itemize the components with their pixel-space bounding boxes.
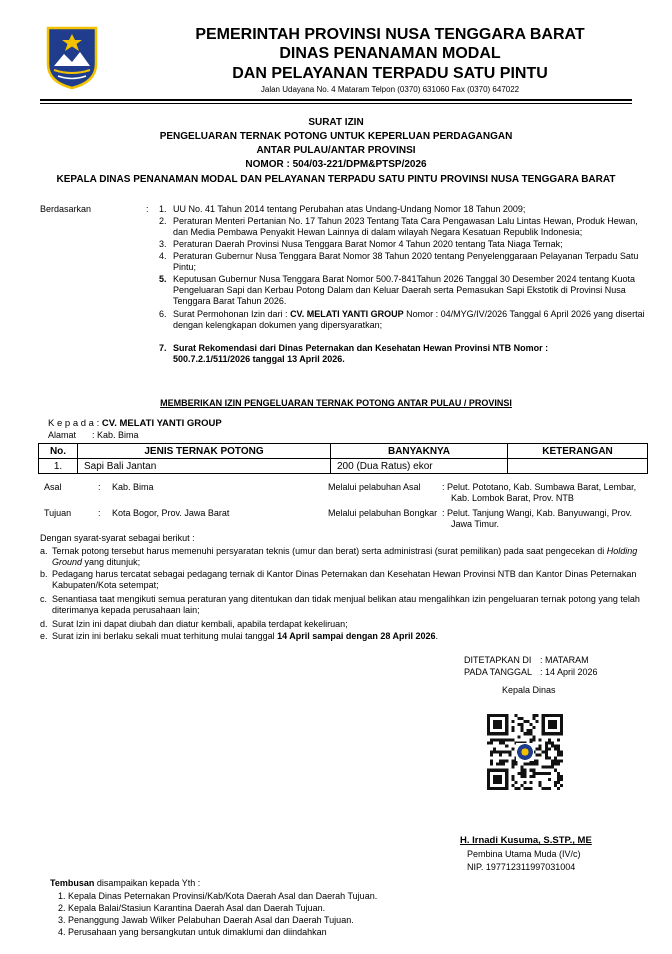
list-item-line: Ternak potong tersebut harus memenuhi persyaratan teknis (umur dan berat) serta administrasi (surat pemilikan) pada saat pengecekan di Holding — [52, 546, 638, 556]
signer-rank: Pembina Utama Muda (IV/c) — [467, 849, 581, 859]
header-address: Jalan Udayana No. 4 Mataram Telpon (0370) 631060 Fax (0370) 647022 — [260, 85, 520, 94]
asal-label: Asal — [44, 482, 62, 492]
col-banyaknya: BANYAKNYA — [331, 444, 508, 459]
tujuan-via-line2: Jawa Timur. — [451, 519, 500, 529]
tujuan-value: Kota Bogor, Prov. Jawa Barat — [112, 508, 230, 518]
asal-via-label: Melalui pelabuhan Asal — [328, 482, 421, 492]
list-item-number: 3. — [159, 239, 167, 249]
list-item-line: dan Media Pembawa Penyakit Hewan Lainnya di dalam wilayah Negara Kesatuan Republik Indonesia; — [173, 227, 583, 238]
col-no: No. — [39, 444, 78, 459]
livestock-table — [38, 443, 648, 474]
title-kepala-dinas: KEPALA DINAS PENANAMAN MODAL DAN PELAYANAN TERPADU SATU PINTU PROVINSI NUSA TENGGARA BARAT — [56, 174, 616, 185]
table-row — [39, 459, 648, 474]
tembusan-title: Tembusan — [50, 878, 95, 888]
list-item-number: d. — [40, 619, 48, 629]
list-item-line: Peraturan Daerah Provinsi Nusa Tenggara Barat Nomor 4 Tahun 2020 tentang Tata Niaga Ternak; — [173, 239, 563, 249]
ditetapkan-value: : MATARAM — [540, 655, 589, 665]
tujuan-label: Tujuan — [44, 508, 72, 518]
list-item-line: Peraturan Gubernur Nusa Tenggara Barat Nomor 38 Tahun 2020 tentang Penyelenggaraan Pelayanan Terpadu Satu — [173, 251, 639, 261]
list-item-line: Pedagang harus tercatat sebagai pedagang ternak di Kantor Dinas Peternakan dan Kesehatan Hewan Provinsi NTB dan Kantor Dinas Peternakan — [52, 569, 637, 579]
list-item-line: Kabupaten/Kota setempat; — [52, 580, 159, 591]
alamat-label: Alamat — [48, 430, 77, 440]
list-item-line: Pintu; — [173, 262, 197, 273]
title-line2: PENGELUARAN TERNAK POTONG UNTUK KEPERLUAN PERDAGANGAN — [159, 131, 513, 142]
table-header-row — [39, 444, 648, 459]
list-item-line: UU No. 41 Tahun 2014 tentang Perubahan atas Undang-Undang Nomor 18 Tahun 2009; — [173, 204, 526, 214]
list-item-line: Tenggara Barat Tahun 2026. — [173, 296, 287, 307]
list-item-line: Keputusan Gubernur Nusa Tenggara Barat Nomor 500.7-841Tahun 2026 Tanggal 30 Desember 2024 tentang Kuota — [173, 274, 635, 284]
tembusan-item: 1. Kepala Dinas Peternakan Provinsi/Kab/Kota Daerah Asal dan Daerah Tujuan. — [58, 891, 378, 901]
list-item-line: Surat Permohonan Izin dari : CV. MELATI YANTI GROUP Nomor : 04/MYG/IV/2026 Tanggal 6 April 2026 yang disertai — [173, 309, 645, 319]
tujuan-colon: : — [98, 508, 101, 518]
list-item-line: diterimanya kepada perusahaan lain; — [52, 605, 200, 616]
list-item-line: Surat Rekomendasi dari Dinas Peternakan dan Kesehatan Hewan Provinsi NTB Nomor : — [173, 343, 549, 353]
list-item-number: 2. — [159, 216, 167, 226]
header-rule-thin — [40, 103, 632, 104]
cell-jenis: Sapi Bali Jantan — [78, 459, 331, 474]
berdasarkan-label: Berdasarkan — [40, 204, 92, 214]
list-item-line: Pengeluaran Sapi dan Kerbau Potong Dalam dan Keluar Daerah serta Pemasukan Sapi Ekstotik di Provinsi Nusa — [173, 285, 626, 296]
title-nomor: NOMOR : 504/03-221/DPM&PTSP/2026 — [245, 159, 427, 170]
col-keterangan: KETERANGAN — [508, 444, 648, 459]
asal-colon: : — [98, 482, 101, 492]
cell-keterangan — [508, 459, 648, 474]
header-line2: DINAS PENANAMAN MODAL — [279, 45, 501, 62]
header-rule-thick — [40, 99, 632, 101]
kepada-label: K e p a d a : — [48, 418, 100, 429]
tembusan-title-rest: disampaikan kepada Yth : — [94, 878, 201, 888]
tujuan-via-line1: : Pelut. Tanjung Wangi, Kab. Banyuwangi, Prov. — [442, 508, 632, 518]
tembusan-item: 4. Perusahaan yang bersangkutan untuk dimaklumi dan diindahkan — [58, 927, 327, 937]
signer-nip: NIP. 197712311997031004 — [467, 862, 576, 872]
list-item-number: c. — [40, 594, 48, 604]
tujuan-via-label: Melalui pelabuhan Bongkar — [328, 508, 438, 518]
memberikan-heading: MEMBERIKAN IZIN PENGELUARAN TERNAK POTONG ANTAR PULAU / PROVINSI — [160, 398, 512, 408]
list-item-line: Surat izin ini berlaku sekali muat terhitung mulai tanggal 14 April sampai dengan 28 April 2026. — [52, 631, 439, 641]
asal-via-line1: : Pelut. Pototano, Kab. Sumbawa Barat, Lembar, — [442, 482, 637, 492]
cell-no: 1. — [39, 459, 78, 474]
list-item-number: 1. — [159, 204, 167, 214]
alamat-value: : Kab. Bima — [92, 430, 139, 440]
list-item-line: Surat Izin ini dapat diubah dan diatur kembali, apabila terdapat kekeliruan; — [52, 619, 348, 629]
kepala-dinas-label: Kepala Dinas — [502, 685, 556, 695]
provincial-logo — [44, 24, 100, 90]
tembusan-heading — [50, 878, 200, 889]
list-item-number: e. — [40, 631, 48, 641]
title-line3: ANTAR PULAU/ANTAR PROVINSI — [256, 145, 416, 156]
kepada-row — [48, 418, 222, 429]
list-item-line: 500.7.2.1/511/2026 tanggal 13 April 2026. — [173, 354, 345, 365]
list-item-line: Peraturan Menteri Pertanian No. 17 Tahun 2023 Tentang Tata Cara Pengawasan Lalu Lintas Hewan, Produk Hewan, — [173, 216, 638, 226]
tembusan-item: 3. Penanggung Jawab Wilker Pelabuhan Daerah Asal dan Daerah Tujuan. — [58, 915, 354, 925]
asal-value: Kab. Bima — [112, 482, 154, 492]
list-item-number: 5. — [159, 274, 167, 284]
tembusan-item: 2. Kepala Balai/Stasiun Karantina Daerah Asal dan Daerah Tujuan. — [58, 903, 326, 913]
header-line3: DAN PELAYANAN TERPADU SATU PINTU — [232, 65, 548, 82]
berdasarkan-colon: : — [146, 204, 149, 214]
kepada-value: CV. MELATI YANTI GROUP — [101, 418, 222, 429]
cell-banyaknya: 200 (Dua Ratus) ekor — [331, 459, 508, 474]
col-jenis: JENIS TERNAK POTONG — [78, 444, 331, 459]
list-item-line: Ground yang ditunjuk; — [52, 557, 141, 568]
qr-code — [487, 714, 563, 790]
list-item-number: 6. — [159, 309, 167, 319]
list-item-number: a. — [40, 546, 48, 556]
header-line1: PEMERINTAH PROVINSI NUSA TENGGARA BARAT — [195, 26, 585, 43]
asal-via-line2: Kab. Lombok Barat, Prov. NTB — [451, 493, 574, 503]
signer-name: H. Irnadi Kusuma, S.STP., ME — [460, 835, 592, 846]
list-item-line: dengan kelengkapan dokumen yang dipersyaratkan; — [173, 320, 383, 331]
title-surat-izin: SURAT IZIN — [308, 117, 364, 128]
list-item-number: b. — [40, 569, 48, 579]
syarat-intro: Dengan syarat-syarat sebagai berikut : — [40, 533, 195, 543]
tanggal-value: : 14 April 2026 — [540, 667, 598, 677]
list-item-number: 4. — [159, 251, 167, 261]
ditetapkan-label: DITETAPKAN DI — [464, 655, 532, 665]
tanggal-label: PADA TANGGAL — [464, 667, 533, 677]
list-item-line: Senantiasa taat mengikuti semua peraturan yang ditentukan dan tidak menjual belikan atau mengalihkan izin pengeluaran ternak potong yang telah — [52, 594, 640, 604]
list-item-number: 7. — [159, 343, 167, 353]
